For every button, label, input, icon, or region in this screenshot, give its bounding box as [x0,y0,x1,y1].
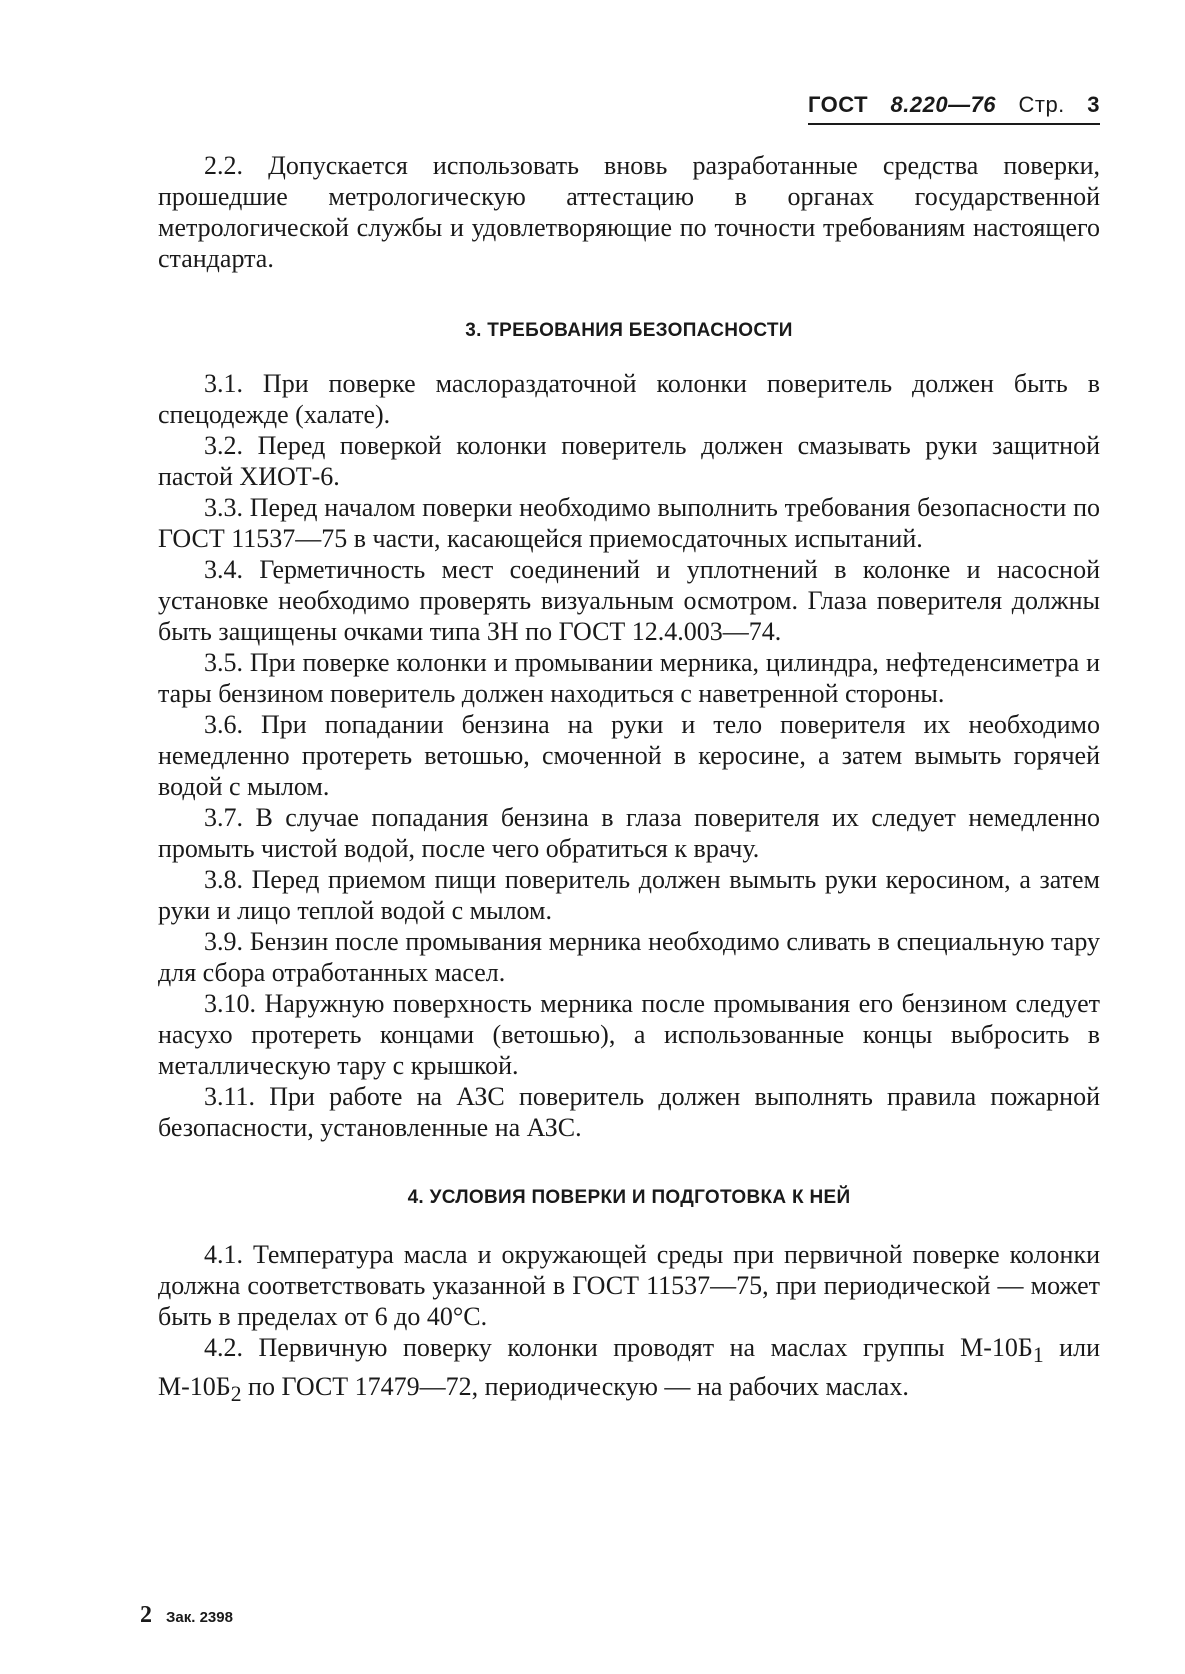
header-page-number: 3 [1087,92,1100,117]
document-body [158,150,1100,1410]
footer-page-number: 2 [140,1602,152,1628]
section-3-title: 3. ТРЕБОВАНИЯ БЕЗОПАСНОСТИ [465,320,793,341]
paragraph-4-2-part-a: 4.2. Первичную поверку колонки проводят на маслах группы М-10Б [204,1333,1033,1362]
paragraph-3-3: 3.3. Перед началом поверки необходимо выполнить требования безопасности по ГОСТ 11537—75 в части, касающейся приемосдаточных испытаний. [158,493,1100,553]
header-standard-number: 8.220—76 [890,92,997,117]
subscript-2: 2 [230,1382,242,1407]
paragraph-3-10: 3.10. Наружную поверхность мерника после промывания его бензином следует насухо протереть концами (ветошью), а использованные концы выбросить в металлическую тару с крышкой. [158,989,1100,1080]
paragraph-3-11: 3.11. При работе на АЗС поверитель должен выполнять правила пожарной безопасности, установленные на АЗС. [158,1082,1100,1142]
paragraph-4-2-part-b: или М-10Б [158,1333,1100,1402]
page-header [808,92,1100,125]
paragraph-2-2: 2.2. Допускается использовать вновь разработанные средства поверки, прошедшие метрологическую аттестацию в органах государственной метрологической службы и удовлетворяющие по точности требованиям настоящего стандарта. [158,151,1100,273]
subscript-1: 1 [1032,1343,1044,1368]
paragraph-4-2 [158,1332,1100,1410]
paragraph-4-1: 4.1. Температура масла и окружающей среды при первичной поверке колонки должна соответствовать указанной в ГОСТ 11537—75, при периодической — может быть в пределах от 6 до 40°С. [158,1240,1100,1331]
page-footer [140,1602,233,1629]
paragraph-3-7: 3.7. В случае попадания бензина в глаза поверителя их следует немедленно промыть чистой водой, после чего обратиться к врачу. [158,803,1100,863]
paragraph-3-6: 3.6. При попадании бензина на руки и тело поверителя их необходимо немедленно протереть ветошью, смоченной в керосине, а затем вымыть горячей водой с мылом. [158,710,1100,801]
footer-order-number: Зак. 2398 [166,1609,233,1626]
paragraph-3-4: 3.4. Герметичность мест соединений и уплотнений в колонке и насосной установке необходимо проверять визуальным осмотром. Глаза поверителя должны быть защищены очками типа ЗН по ГОСТ 12.4.003—74. [158,555,1100,646]
paragraph-3-8: 3.8. Перед приемом пищи поверитель должен вымыть руки керосином, а затем руки и лицо теплой водой с мылом. [158,865,1100,925]
paragraph-3-2: 3.2. Перед поверкой колонки поверитель должен смазывать руки защитной пастой ХИОТ-6. [158,431,1100,491]
paragraph-3-1: 3.1. При поверке маслораздаточной колонки поверитель должен быть в спецодежде (халате). [158,369,1100,429]
paragraph-4-2-part-c: по ГОСТ 17479—72, периодическую — на рабочих маслах. [241,1372,909,1402]
section-4-title: 4. УСЛОВИЯ ПОВЕРКИ И ПОДГОТОВКА К НЕЙ [407,1187,851,1208]
header-page-label: Стр. [1018,92,1065,117]
paragraph-3-9: 3.9. Бензин после промывания мерника необходимо сливать в специальную тару для сбора отработанных масел. [158,927,1100,987]
paragraph-3-5: 3.5. При поверке колонки и промывании мерника, цилиндра, нефтеденсиметра и тары бензином поверитель должен находиться с наветренной стороны. [158,648,1100,708]
header-gost: ГОСТ [808,92,869,117]
